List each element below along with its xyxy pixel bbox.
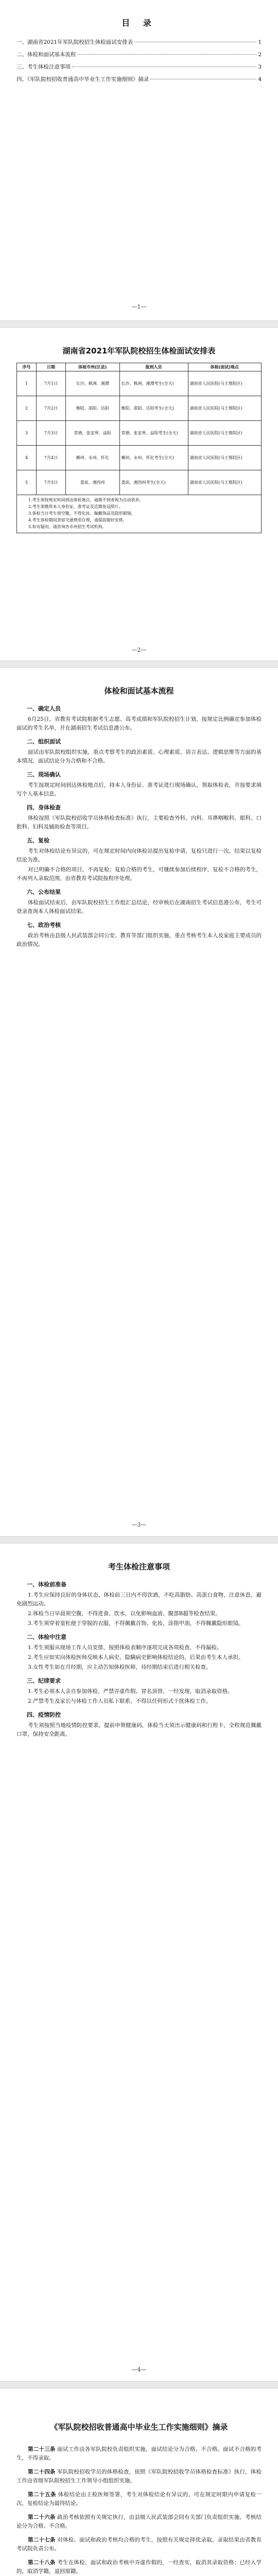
toc-leader-dots <box>72 66 256 67</box>
flow-page <box>16 670 262 1535</box>
notice-title: 考生体检注意事项 <box>108 1562 170 1571</box>
article-number: 第二十八条 <box>28 2560 56 2566</box>
article-paragraph <box>16 2558 262 2576</box>
section-heading: 二、体检中注意 <box>27 1634 66 1640</box>
article-paragraph <box>16 2468 262 2485</box>
table-cell: 湖南省人民医院(马王堆院区) <box>188 446 262 470</box>
article-text: 对体检、面试和政治考核均合格的考生，按照有关规定择优录取。录取结果由省教育考试院负责公布。 <box>16 2537 262 2552</box>
notice-body <box>16 1581 262 1739</box>
excerpt-body <box>16 2445 262 2576</box>
page-number: —4— <box>131 2366 147 2373</box>
toc-item-page: 3 <box>258 64 262 70</box>
paragraph: 考生按规定时间到达体检地点后，持本人身份证、准考证进行现场确认，领取体检表，并按要求填写个人基本信息。 <box>16 782 262 797</box>
section-heading: 二、组织面试 <box>27 738 61 745</box>
toc-item-label: 一、湖南省2021年军队院校招生体检面试安排表 <box>16 39 133 45</box>
page-number: —2— <box>131 647 147 653</box>
table-cell: 娄底、湘西州考生(全天) <box>119 470 188 495</box>
schedule-notes <box>16 495 262 533</box>
article-number: 第二十四条 <box>28 2469 56 2475</box>
toc-item[interactable] <box>16 63 262 71</box>
table-cell: 湖南省人民医院(马王堆院区) <box>188 371 262 396</box>
article-number: 第二十七条 <box>28 2537 56 2543</box>
table-cell: 郴州、永州、怀化 <box>66 446 120 470</box>
flow-title: 体检和面试基本流程 <box>104 686 174 696</box>
page-separator <box>0 2381 278 2388</box>
section-heading: 四、身体检查 <box>27 804 61 811</box>
notice-page <box>16 1546 262 2380</box>
article-text: 体检结论由主检医师签署，考生对体检结论有异议的，可在规定时限内申请复检一次，复检结论为最终结论。 <box>16 2492 262 2506</box>
paragraph: 体检按照《军队院校招收学员体格检查标准》执行，主要检查外科、内科、耳鼻咽喉科、眼科、口腔科、妇科及辅助检查等项目。 <box>16 815 262 830</box>
page-separator <box>0 320 278 328</box>
note-line: 2.考生须携带本人身份证、准考证及近期免冠照片。 <box>28 504 123 509</box>
article-paragraph <box>16 2513 262 2531</box>
paragraph: 考生对体检结论有异议的，可在规定时间内向体检站提出复检申请，复检只进行一次，结果以复检结论为准。 <box>16 848 262 863</box>
paragraph: 2.考生应如实向体检医师反映本人病史，隐瞒病史影响体检结论的，后果由考生本人承担。 <box>28 1654 244 1660</box>
section-heading: 四、疫情防控 <box>27 1711 61 1718</box>
table-cell: 长沙、株洲、湘潭考生(全天) <box>119 371 188 396</box>
table-cell: 湖南省人民医院(马王堆院区) <box>188 470 262 495</box>
table-row <box>17 470 262 495</box>
article-number: 第二十六条 <box>28 2514 56 2520</box>
article-paragraph <box>16 2536 262 2553</box>
table-row <box>17 396 262 421</box>
note-line: 1.考生须按规定时间到达体检地点，逾期不到者视为自动放弃。 <box>28 498 144 502</box>
toc-page <box>16 0 262 319</box>
paragraph: 3.女性考生如在月经期，应主动告知体检医师，待经期结束后进行相关检查。 <box>28 1664 212 1670</box>
toc-item[interactable] <box>16 51 262 58</box>
page-separator <box>0 660 278 668</box>
paragraph: 对已明确不合格的项目，不再复检；复检合格的考生，可继续参加后续程序，复检不合格的考生，不再列入录取范围，由省教育考试院按程序处理。 <box>16 867 262 882</box>
paragraph: 面试由军队院校组织实施，重点考察考生的政治素质、心理素质、语言表达、逻辑思维等方面的基本情况，面试结论分为合格和不合格。 <box>16 749 262 764</box>
toc-item-page: 1 <box>258 39 262 45</box>
table-row <box>17 371 262 396</box>
section-heading: 一、体检前准备 <box>27 1581 66 1588</box>
page-separator <box>0 1536 278 1544</box>
table-cell: 2 <box>17 396 37 421</box>
section-heading: 五、复检 <box>27 837 49 844</box>
page-number: —1— <box>131 303 147 310</box>
toc-item-page: 2 <box>258 52 262 58</box>
column-header: 体检市州(区县) <box>66 363 120 371</box>
paragraph: 政治考核由县级人民武装部会同公安、教育等部门组织实施，重点考核考生本人及家庭主要成员的政治情况。 <box>16 933 262 947</box>
table-cell: 娄底、湘西州 <box>66 470 120 495</box>
note-line: 5.如有疑问，请咨询各市州招生考试机构。 <box>28 524 107 529</box>
table-cell: 常德、张家界、益阳 <box>66 421 120 446</box>
toc-list <box>16 39 262 83</box>
section-heading: 三、纪律要求 <box>27 1677 61 1684</box>
note-line: 3.体检当日考生须空腹，不得化妆、佩戴饰品及隐形眼镜。 <box>28 511 135 516</box>
paragraph: 6月25日，省教育考试院根据考生志愿、高考成绩和军队院校招生计划，按规定比例确定参加体检面试的考生名单，并在湖南招生考试信息港公布。 <box>16 716 262 731</box>
article-text: 政治考核依照有关规定执行，由县级人民武装部会同有关部门负责组织实施，考核结论分为合格、不合格。 <box>16 2514 262 2529</box>
note-line: 4.考生体检期间食宿交通费用自理，请提前做好安排。 <box>28 518 127 522</box>
column-header: 体检(面试)地点 <box>188 363 262 371</box>
flow-body <box>16 705 262 949</box>
toc-item-page: 4 <box>258 76 262 82</box>
toc-item-label: 四、《军队院校招收普通高中毕业生工作实施细则》摘录 <box>16 76 149 82</box>
section-heading: 六、公布结果 <box>27 889 61 895</box>
paragraph: 考生须按照当地疫情防控要求，提前申领健康码，体检当天须出示健康码和行程卡，全程规范佩戴口罩，保持安全距离。 <box>16 1722 262 1737</box>
table-cell: 7月2日 <box>37 396 66 421</box>
page-number: —3— <box>131 1521 147 1528</box>
article-number: 第二十五条 <box>28 2492 56 2498</box>
column-header: 日期 <box>37 363 66 371</box>
table-header-row <box>17 363 262 371</box>
section-heading: 七、政治考核 <box>27 922 61 928</box>
paragraph: 1.考生应保持良好的身体状态，体检前三日内不得饮酒，不吃高脂肪、高蛋白食物，注意休息，避免剧烈运动。 <box>16 1592 262 1607</box>
article-paragraph <box>16 2490 262 2508</box>
table-cell: 7月5日 <box>37 470 66 495</box>
table-cell: 衡阳、邵阳、岳阳考生(全天) <box>119 396 188 421</box>
paragraph: 1.考生须服从现场工作人员安排，按照体检表顺序逐项完成各项检查，不得漏检。 <box>28 1645 222 1651</box>
table-cell: 常德、张家界、益阳考生(全天) <box>119 421 188 446</box>
article-text: 面试工作由各军队院校负责组织实施，面试结论分为合格、不合格。面试不合格的考生，不得录取。 <box>16 2446 262 2461</box>
table-cell: 7月4日 <box>37 446 66 470</box>
table-cell: 3 <box>17 421 37 446</box>
toc-item[interactable] <box>16 39 262 46</box>
table-cell: 衡阳、邵阳、岳阳 <box>66 396 120 421</box>
paragraph: 1.考生必须本人亲自参加体检，严禁弄虚作假、冒名顶替，一经发现，取消录取资格。 <box>28 1688 233 1694</box>
excerpt-title: 《军队院校招收普通高中毕业生工作实施细则》摘录 <box>50 2422 228 2432</box>
article-number: 第二十三条 <box>28 2446 56 2452</box>
table-cell: 1 <box>17 371 37 396</box>
toc-item-label: 三、考生体检注意事项 <box>16 64 71 70</box>
toc-item[interactable] <box>16 76 262 83</box>
table-row <box>17 446 262 470</box>
toc-leader-dots <box>78 54 257 55</box>
excerpt-page <box>16 2391 262 2576</box>
toc-item-label: 二、体检和面试基本流程 <box>16 52 76 58</box>
column-header: 报到人员 <box>119 363 188 371</box>
table-cell: 长沙、株洲、湘潭 <box>66 371 120 396</box>
article-text: 军队院校招收学员的体格检查，依照《军队院校招收学员体格检查标准》执行，体检工作由省级军队院校招生工作领导小组组织实施。 <box>16 2469 262 2484</box>
table-cell: 湖南省人民医院(马王堆院区) <box>188 396 262 421</box>
table-cell: 郴州、永州、怀化考生(全天) <box>119 446 188 470</box>
schedule-table <box>16 363 262 495</box>
table-cell: 5 <box>17 470 37 495</box>
paragraph: 2.严禁考生及家长与体检工作人员私下联系，不得以任何形式干扰体检工作。 <box>28 1698 212 1704</box>
table-cell: 7月3日 <box>37 421 66 446</box>
table-cell: 湖南省人民医院(马王堆院区) <box>188 421 262 446</box>
schedule-title: 湖南省2021年军队院校招生体检面试安排表 <box>62 346 216 355</box>
schedule-page <box>16 330 262 659</box>
table-cell: 4 <box>17 446 37 470</box>
paragraph: 3.考生须穿着宽松便于穿脱的衣服，不得佩戴首饰、化妆、涂指甲油，不得佩戴隐形眼镜。 <box>28 1620 244 1626</box>
section-heading: 一、确定人员 <box>27 705 61 712</box>
section-heading: 三、现场确认 <box>27 771 61 778</box>
article-paragraph <box>16 2445 262 2463</box>
paragraph: 2.体检当日早晨须空腹，不得进食、饮水，以免影响血液、腹部B超等检查结果。 <box>28 1611 221 1617</box>
article-text: 考生在体检、面试和政治考核中弄虚作假的，一经查实，取消其录取资格；已经入学的，取消学籍，退回原籍。 <box>16 2560 262 2574</box>
column-header: 序号 <box>17 363 37 371</box>
toc-title: 目 录 <box>121 18 157 28</box>
table-cell: 7月1日 <box>37 371 66 396</box>
table-row <box>17 421 262 446</box>
paragraph: 体检面试结束后，由军队院校招生工作组汇总结论，经审核后在湖南招生考试信息港公布，考生可登录查询本人体检面试结果。 <box>16 900 262 914</box>
